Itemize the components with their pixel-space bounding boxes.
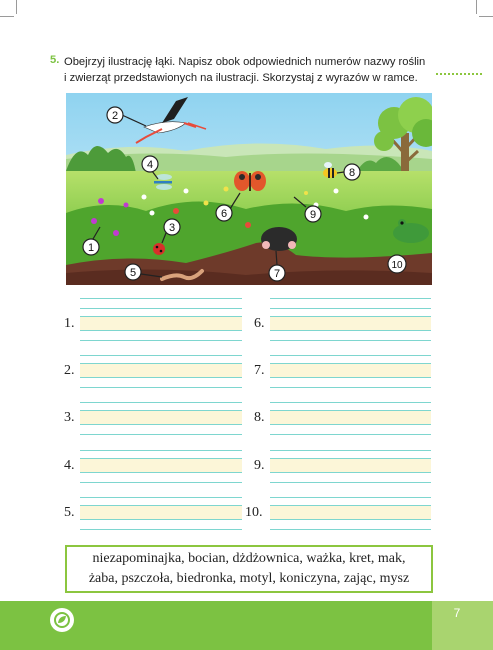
task-instruction (64, 54, 436, 86)
meadow-scene (66, 93, 432, 285)
crop-mark (16, 0, 17, 14)
answer-number-10: 10. (245, 505, 263, 520)
writing-line (270, 298, 431, 299)
answer-field-5[interactable] (80, 505, 242, 520)
task-line-2: i zwierząt przedstawionych na ilustracji. Skorzystaj z wyrazów w ramce. (64, 72, 418, 84)
writing-line (270, 450, 431, 451)
leaf-icon-graphic (50, 608, 74, 632)
writing-line (80, 434, 242, 435)
writing-line (270, 340, 431, 341)
crop-mark (479, 16, 493, 17)
callout-8-label: 8 (348, 167, 356, 179)
writing-line (270, 482, 431, 483)
writing-line (270, 529, 431, 530)
writing-line (80, 497, 242, 498)
answer-number-8: 8. (254, 410, 265, 425)
answer-number-1: 1. (64, 316, 75, 331)
writing-line (270, 308, 431, 309)
answer-field-10[interactable] (270, 505, 431, 520)
page-number: 7 (453, 606, 461, 620)
answer-number-9: 9. (254, 458, 265, 473)
writing-line (80, 482, 242, 483)
answer-number-4: 4. (64, 458, 75, 473)
answer-field-2[interactable] (80, 363, 242, 378)
answer-field-7[interactable] (270, 363, 431, 378)
word-bank-box (65, 545, 433, 593)
answer-number-2: 2. (64, 363, 75, 378)
callout-2-label: 2 (111, 110, 119, 122)
dotted-divider (436, 73, 482, 75)
writing-line (80, 308, 242, 309)
leaf-icon (50, 608, 74, 632)
writing-line (80, 340, 242, 341)
callout-10-label: 10 (391, 260, 403, 271)
writing-line (80, 387, 242, 388)
answer-field-4[interactable] (80, 458, 242, 473)
meadow-illustration (66, 93, 432, 285)
callout-1-label: 1 (87, 242, 95, 254)
writing-line (270, 497, 431, 498)
writing-line (270, 355, 431, 356)
writing-line (80, 355, 242, 356)
answer-number-3: 3. (64, 410, 75, 425)
callout-5-label: 5 (129, 267, 137, 279)
writing-line (270, 434, 431, 435)
answer-number-5: 5. (64, 505, 75, 520)
callout-4-label: 4 (146, 159, 154, 171)
answer-number-6: 6. (254, 316, 265, 331)
task-line-1: Obejrzyj ilustrację łąki. Napisz obok odpowiednich numerów nazwy roślin (64, 56, 426, 68)
answer-field-8[interactable] (270, 410, 431, 425)
crop-mark (0, 16, 14, 17)
callout-9-label: 9 (309, 209, 317, 221)
writing-line (270, 402, 431, 403)
callout-6-label: 6 (220, 208, 228, 220)
callout-7-label: 7 (273, 268, 281, 280)
writing-line (80, 402, 242, 403)
word-bank-line-2: żaba, pszczoła, biedronka, motyl, koniczyna, zając, mysz (88, 571, 410, 586)
writing-line (80, 529, 242, 530)
answer-field-6[interactable] (270, 316, 431, 331)
answer-field-3[interactable] (80, 410, 242, 425)
crop-mark (476, 0, 477, 14)
answer-number-7: 7. (254, 363, 265, 378)
word-bank-line-1: niezapominajka, bocian, dżdżownica, ważka, kret, mak, (92, 551, 406, 566)
writing-line (80, 450, 242, 451)
writing-line (270, 387, 431, 388)
answer-field-1[interactable] (80, 316, 242, 331)
writing-line (80, 298, 242, 299)
task-number: 5. (50, 54, 60, 66)
callout-3-label: 3 (168, 222, 176, 234)
answer-field-9[interactable] (270, 458, 431, 473)
